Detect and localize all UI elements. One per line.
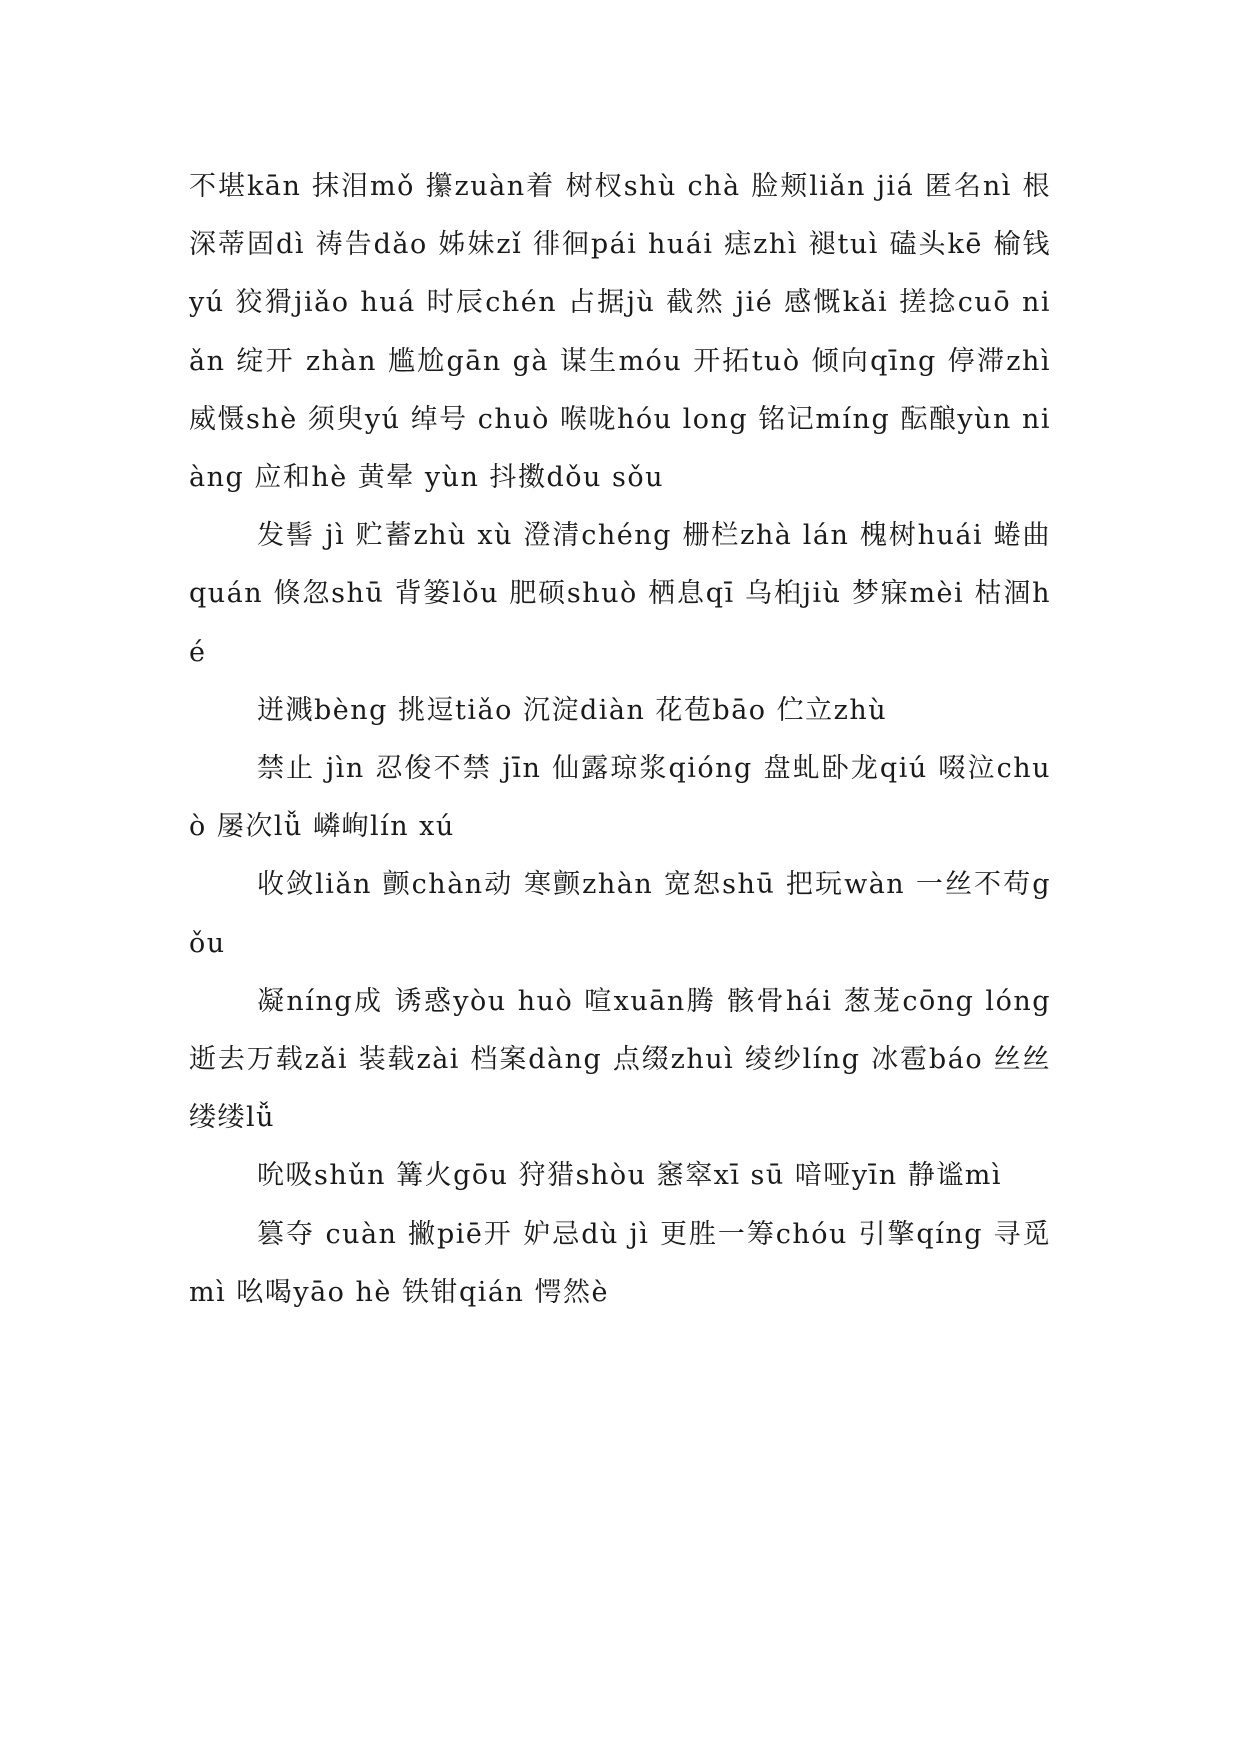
paragraph-6: 凝níng成 诱惑yòu huò 喧xuān腾 骸骨hái 葱茏cōng lóng 逝去万载zǎi 装载zài 档案dàng 点缀zhuì 绫纱líng 冰雹báo 丝丝缕缕lǚ [189,985,1051,1134]
paragraph-2: 发髻 jì 贮蓄zhù xù 澄清chéng 栅栏zhà lán 槐树huái 蜷曲quán 倏忽shū 背篓lǒu 肥硕shuò 栖息qī 乌桕jiù 梦寐mèi 枯涸hé [189,520,1051,668]
paragraph-4: 禁止 jìn 忍俊不禁 jīn 仙露琼浆qióng 盘虬卧龙qiú 啜泣chuò 屡次lǚ 嶙峋lín xú [189,753,1051,843]
paragraph-5: 收敛liǎn 颤chàn动 寒颤zhàn 宽恕shū 把玩wàn 一丝不苟gǒu [189,869,1051,959]
paragraph-7: 吮吸shǔn 篝火gōu 狩猎shòu 窸窣xī sū 喑哑yīn 静谧mì [257,1160,1002,1192]
paragraph-3: 迸溅bèng 挑逗tiǎo 沉淀diàn 花苞bāo 伫立zhù [257,694,888,726]
document-body [189,158,1051,1322]
paragraph-1: 不堪kān 抹泪mǒ 攥zuàn着 树杈shù chà 脸颊liǎn jiá 匿名nì 根深蒂固dì 祷告dǎo 姊妹zǐ 徘徊pái huái 痣zhì 褪tuì 磕头kē 榆钱yú 狡猾jiǎo huá 时辰chén 占据jù 截然 jié 感慨kǎi 搓捻cuō niǎn 绽开 zhàn 尴尬gān gà 谋生móu 开拓tuò 倾向qīng 停滞zhì 威慑shè 须臾yú 绰号 chuò 喉咙hóu long 铭记míng 酝酿yùn niàng 应和hè 黄晕 yùn 抖擞dǒu sǒu [189,171,1051,494]
paragraph-8: 篡夺 cuàn 撇piē开 妒忌dù jì 更胜一筹chóu 引擎qíng 寻觅mì 吆喝yāo hè 铁钳qián 愕然è [189,1218,1051,1308]
